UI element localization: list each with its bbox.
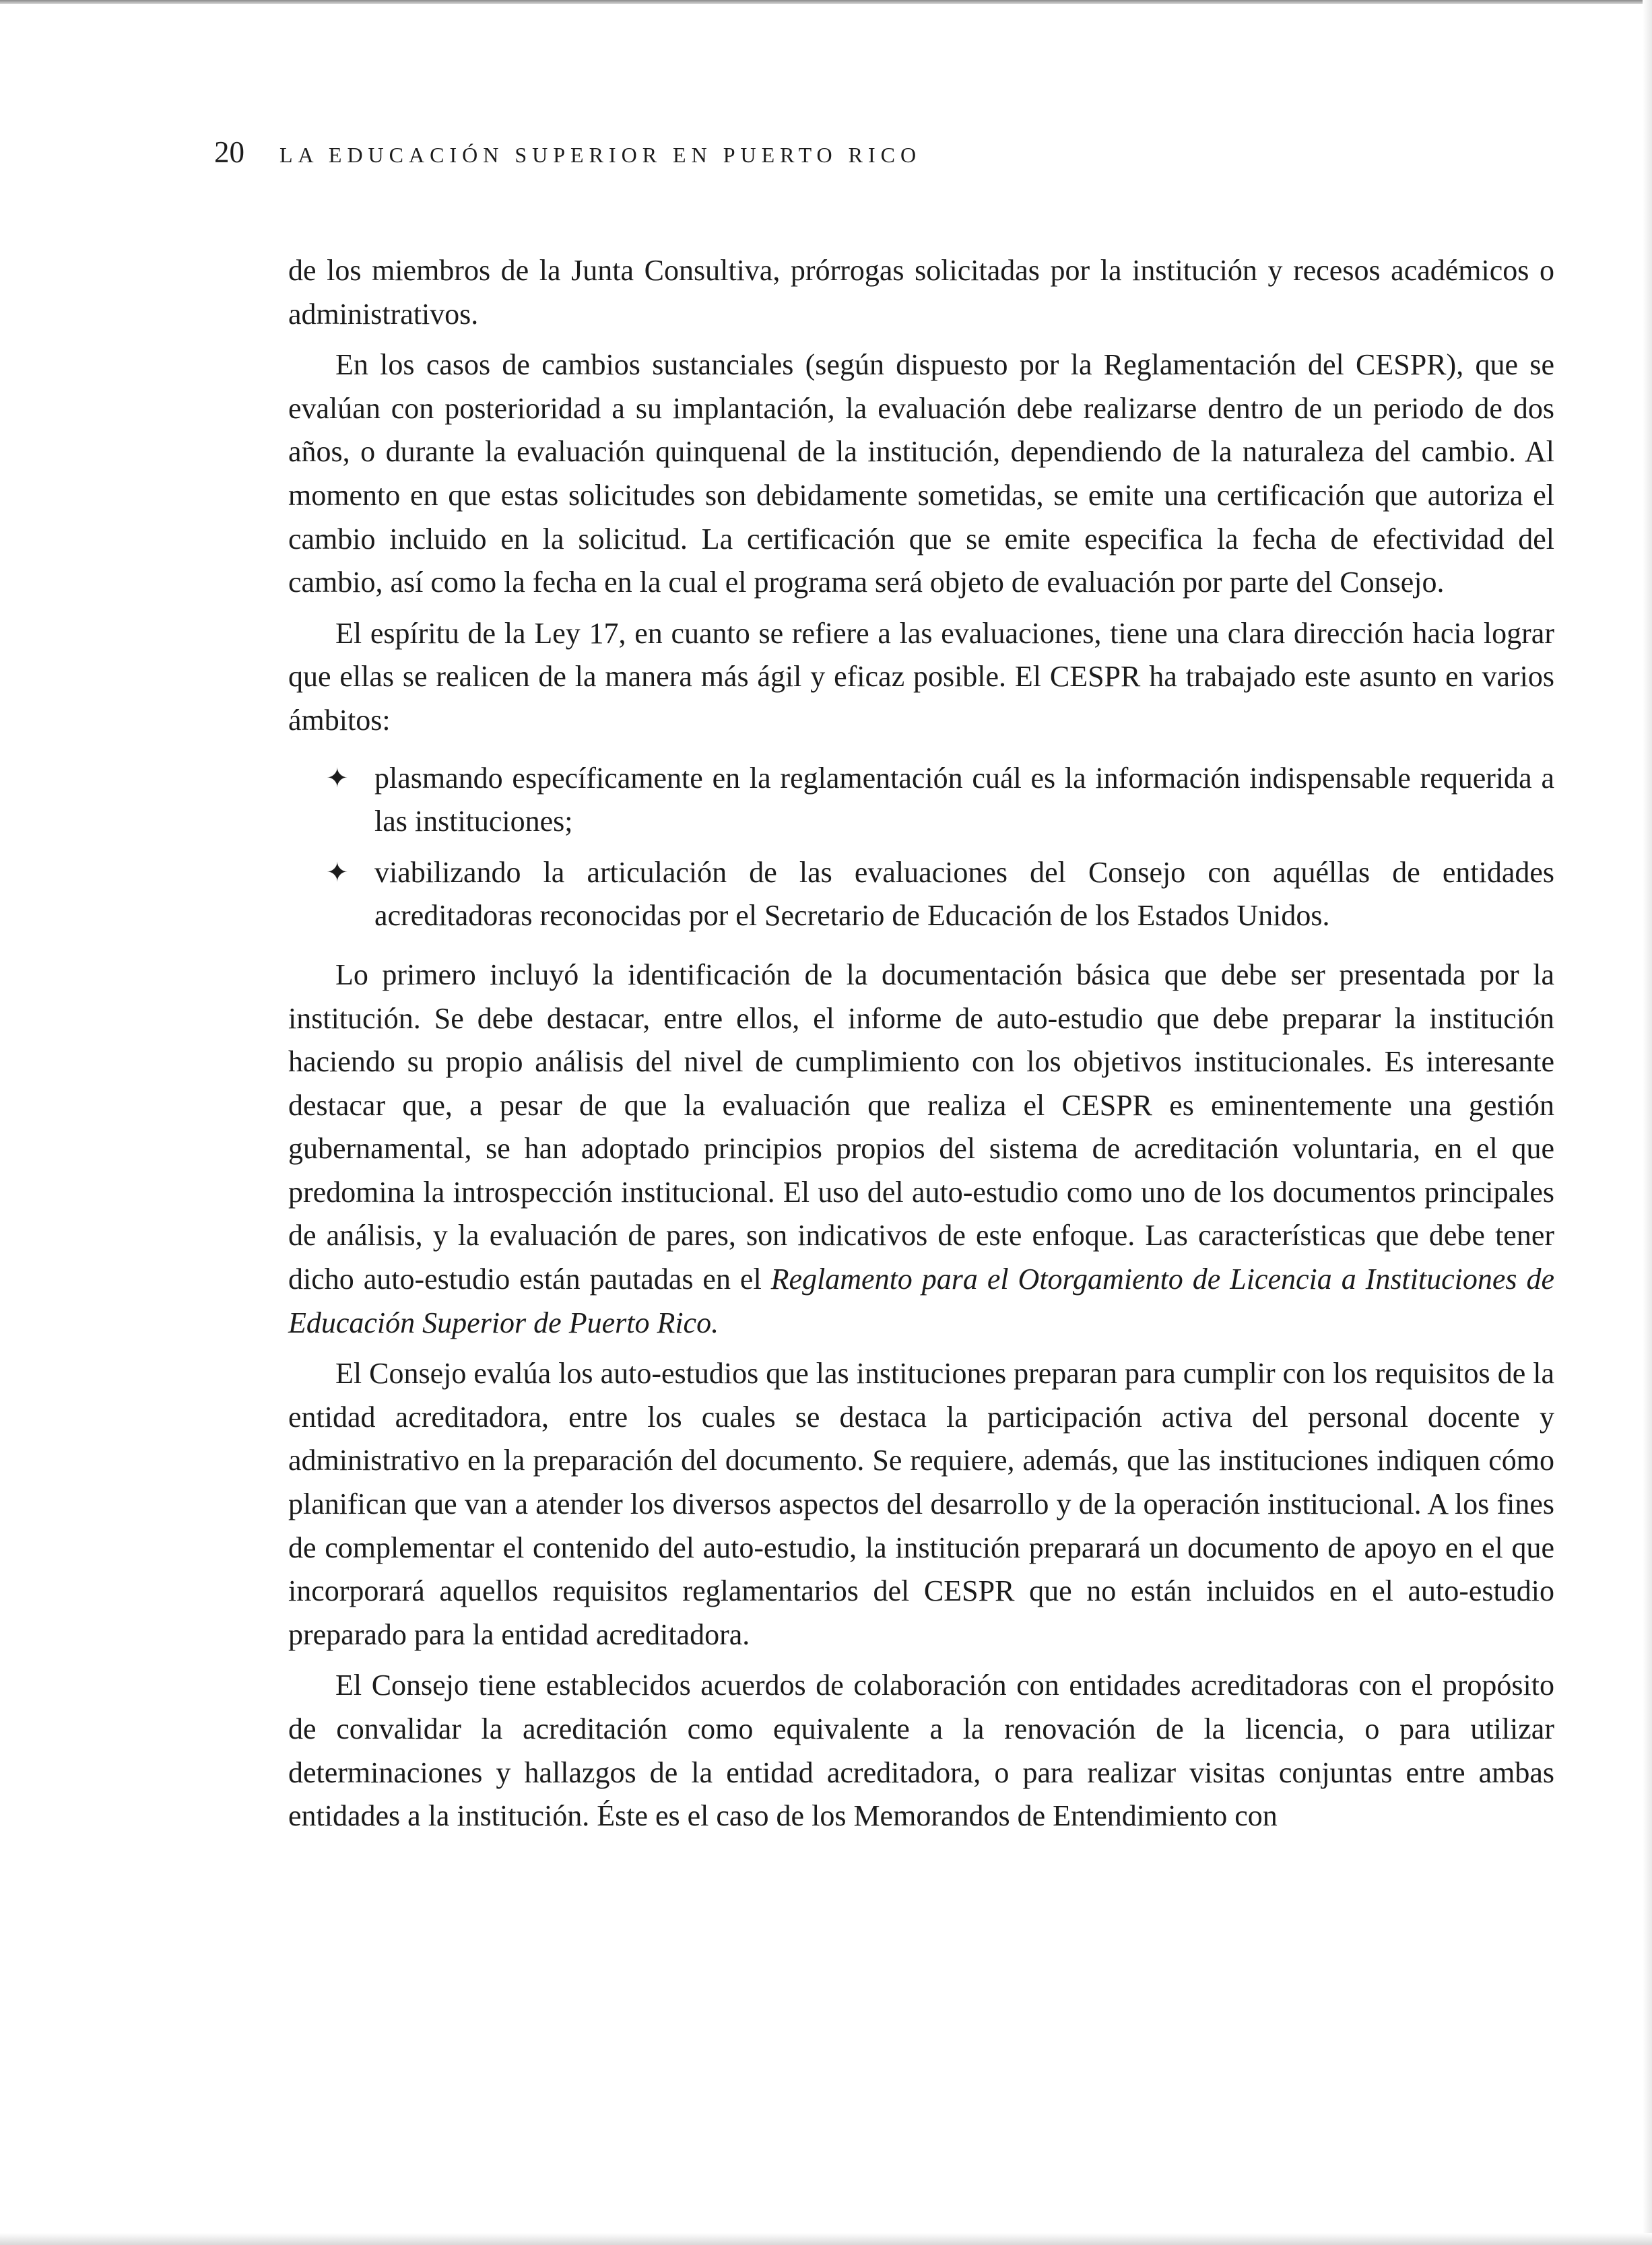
four-pointed-star-icon: ✦: [326, 857, 349, 887]
paragraph-auto-estudios: El Consejo evalúa los auto-estudios que las instituciones preparan para cumplir con los requisitos de la entidad acreditadora, entre los cuales se destaca la participación activa del personal docente y administrativo en la preparación del documento. Se requiere, además, que las instituciones indiquen cómo planifican que van a atender los diversos aspectos del desarrollo y de la operación institucional. A los fines de complementar el contenido del auto-estudio, la institución preparará un documento de apoyo en el que incorporará aquellos requisitos reglamentarios del CESPR que no están incluidos en el auto-estudio preparado para la entidad acreditadora.: [288, 1357, 1554, 1651]
scan-right-edge: [1643, 0, 1652, 2245]
paragraph-documentacion-basica: [288, 953, 1554, 1352]
bullet-text: viabilizando la articulación de las evaluaciones del Consejo con aquéllas de entidades acreditadoras reconocidas por el Secretario de Educación de los Estados Unidos.: [374, 855, 1554, 933]
page-number: 20: [214, 135, 244, 169]
scan-top-edge: [0, 0, 1652, 4]
body-text: [288, 249, 1554, 1846]
paragraph-ley-17: El espíritu de la Ley 17, en cuanto se refiere a las evaluaciones, tiene una clara dirección hacia lograr que ellas se realicen de la manera más ágil y eficaz posible. El CESPR ha trabajado este asunto en varios ámbitos:: [288, 616, 1554, 737]
running-title: LA EDUCACIÓN SUPERIOR EN PUERTO RICO: [279, 143, 922, 167]
four-pointed-star-icon: ✦: [326, 762, 349, 793]
paragraph-acuerdos-colaboracion: El Consejo tiene establecidos acuerdos de colaboración con entidades acreditadoras con el propósito de convalidar la acreditación como equivalente a la renovación de la licencia, o para utilizar determinaciones y hallazgos de la entidad acreditadora, o para realizar visitas conjuntas entre ambas entidades a la institución. Éste es el caso de los Memorandos de Entendimiento con: [288, 1669, 1554, 1833]
paragraph-continuation: de los miembros de la Junta Consultiva, prórrogas solicitadas por la institución y recesos académicos o administrativos.: [288, 254, 1554, 331]
regulation-title: Reglamento para el Otorgamiento de Licencia a Instituciones de Educación Superior de Puerto Rico.: [288, 1263, 1555, 1339]
bullet-text: plasmando específicamente en la reglamentación cuál es la información indispensable requerida a las instituciones;: [374, 761, 1554, 838]
paragraph-cambios-sustanciales: En los casos de cambios sustanciales (según dispuesto por la Reglamentación del CESPR), que se evalúan con posterioridad a su implantación, la evaluación debe realizarse dentro de un periodo de dos años, o durante la evaluación quinquenal de la institución, dependiendo de la naturaleza del cambio. Al momento en que estas solicitudes son debidamente sometidas, se emite una certificación que autoriza el cambio incluido en la solicitud. La certificación que se emite especifica la fecha de efectividad del cambio, así como la fecha en la cual el programa será objeto de evaluación por parte del Consejo.: [288, 348, 1554, 599]
list-item: [288, 851, 1554, 945]
scan-bottom-edge: [0, 2233, 1652, 2245]
bullet-list: [288, 757, 1554, 945]
paragraph-text: Lo primero incluyó la identificación de la documentación básica que debe ser presentada por la institución. Se debe destacar, entre ellos, el informe de auto-estudio que debe preparar la institución haciendo su propio análisis del nivel de cumplimiento con los objetivos institucionales. Es interesante destacar que, a pesar de que la evaluación que realiza el CESPR es eminentemente una gestión gubernamental, se han adoptado principios propios del sistema de acreditación voluntaria, en el que predomina la introspección institucional. El uso del auto-estudio como uno de los documentos principales de análisis, y la evaluación de pares, son indicativos de este enfoque. Las características que debe tener dicho auto-estudio están pautadas en el: [288, 958, 1554, 1296]
running-head: [214, 135, 921, 175]
list-item: [288, 757, 1554, 851]
